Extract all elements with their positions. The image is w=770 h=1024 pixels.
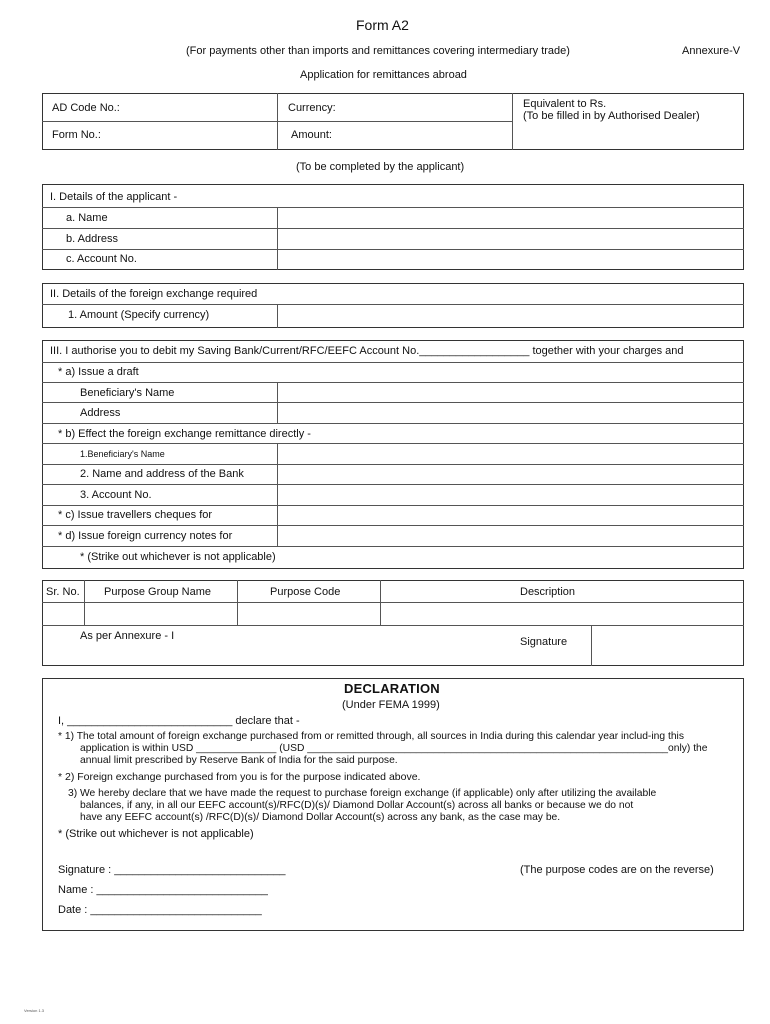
completion-note: (To be completed by the applicant) (296, 161, 465, 173)
declaration-title: DECLARATION (344, 681, 440, 696)
application-label: Application for remittances abroad (300, 69, 467, 81)
declaration-date-line[interactable]: Date : ____________________________ (58, 904, 262, 916)
signature-area[interactable] (592, 626, 743, 665)
authorised-dealer-note: (To be filled in by Authorised Dealer) (523, 110, 700, 122)
declaration-point-2: * 2) Foreign exchange purchased from you is for the purpose indicated above. (58, 771, 421, 783)
annexure-label: Annexure-V (682, 45, 741, 57)
declarant-line: I, ___________________________ declare that - (58, 715, 300, 727)
draft-address-label: Address (80, 407, 121, 419)
amount-field[interactable]: Amount: (291, 129, 332, 141)
section2-title: II. Details of the foreign exchange required (50, 288, 258, 300)
section1-title: I. Details of the applicant - (50, 191, 178, 203)
remittance-beneficiary-label: 1.Beneficiary's Name (80, 449, 165, 459)
travellers-cheques-option: * c) Issue travellers cheques for (58, 509, 213, 521)
issue-draft-option: * a) Issue a draft (58, 366, 139, 378)
remittance-account-label: 3. Account No. (80, 489, 152, 501)
declaration-point-3-line-2: balances, if any, in all our EEFC account(s)/RFC(D)(s)/ Diamond Dollar Account(s) across all banks or because we do not (80, 800, 634, 811)
currency-notes-input[interactable] (278, 526, 743, 545)
fema-note: (Under FEMA 1999) (342, 699, 440, 711)
signature-label: Signature (520, 636, 568, 648)
annexure-reference: As per Annexure - I (80, 630, 175, 642)
declaration-point-1-line-1: * 1) The total amount of foreign exchange purchased from or remitted through, all sources in India during this calendar year includ-ing this (58, 731, 684, 742)
strike-note: * (Strike out whichever is not applicable) (80, 551, 276, 563)
applicant-account-label: c. Account No. (66, 253, 137, 265)
amount-currency-label: 1. Amount (Specify currency) (68, 309, 210, 321)
applicant-name-label: a. Name (66, 212, 108, 224)
purpose-code-input[interactable] (238, 603, 379, 624)
ad-code-field[interactable]: AD Code No.: (52, 102, 120, 114)
declaration-point-1-line-3: annual limit prescribed by Reserve Bank of India for the said purpose. (80, 755, 398, 766)
purpose-code-header: Purpose Code (270, 586, 341, 598)
sr-no-input[interactable] (43, 603, 83, 624)
declaration-point-1-line-2: application is within USD ______________ (USD _______________________________________________________________only) the (80, 743, 708, 754)
travellers-cheques-input[interactable] (278, 506, 743, 524)
form-no-field[interactable]: Form No.: (52, 129, 101, 141)
draft-beneficiary-label: Beneficiary's Name (80, 387, 175, 399)
equivalent-label: Equivalent to Rs. (523, 98, 607, 110)
effect-remittance-option: * b) Effect the foreign exchange remittance directly - (58, 428, 311, 440)
version-label: Version 1.3 (24, 1008, 45, 1013)
applicant-account-input[interactable] (278, 250, 743, 269)
amount-currency-input[interactable] (278, 305, 743, 327)
sr-no-header: Sr. No. (46, 586, 80, 598)
description-input[interactable] (381, 603, 743, 624)
applicant-address-label: b. Address (66, 233, 118, 245)
applicant-address-input[interactable] (278, 229, 743, 248)
purpose-group-header: Purpose Group Name (104, 586, 211, 598)
declaration-strike-note: * (Strike out whichever is not applicable) (58, 828, 254, 840)
purpose-codes-note: (The purpose codes are on the reverse) (520, 864, 714, 876)
declaration-signature-line[interactable]: Signature : ____________________________ (58, 864, 286, 876)
currency-notes-option: * d) Issue foreign currency notes for (58, 530, 233, 542)
applicant-name-input[interactable] (278, 208, 743, 227)
description-header: Description (520, 586, 576, 598)
form-subtitle: (For payments other than imports and remittances covering intermediary trade) (186, 45, 570, 57)
draft-address-input[interactable] (278, 403, 743, 422)
declaration-point-3-line-1: 3) We hereby declare that we have made the request to purchase foreign exchange (if applicable) only after utilizing the available (68, 788, 657, 799)
currency-field[interactable]: Currency: (288, 102, 336, 114)
form-title: Form A2 (356, 17, 409, 33)
declaration-point-3-line-3: have any EEFC account(s) /RFC(D)(s)/ Diamond Dollar Account(s) across any bank, as the case may be. (80, 812, 561, 823)
remittance-beneficiary-input[interactable] (278, 444, 743, 463)
section3-title: III. I authorise you to debit my Saving Bank/Current/RFC/EEFC Account No.__________________ together with your charges and (50, 345, 684, 357)
bank-name-address-label: 2. Name and address of the Bank (80, 468, 244, 480)
declaration-name-line[interactable]: Name : ____________________________ (58, 884, 268, 896)
bank-name-address-input[interactable] (278, 465, 743, 483)
purpose-group-input[interactable] (85, 603, 236, 624)
remittance-account-input[interactable] (278, 485, 743, 504)
draft-beneficiary-input[interactable] (278, 383, 743, 401)
